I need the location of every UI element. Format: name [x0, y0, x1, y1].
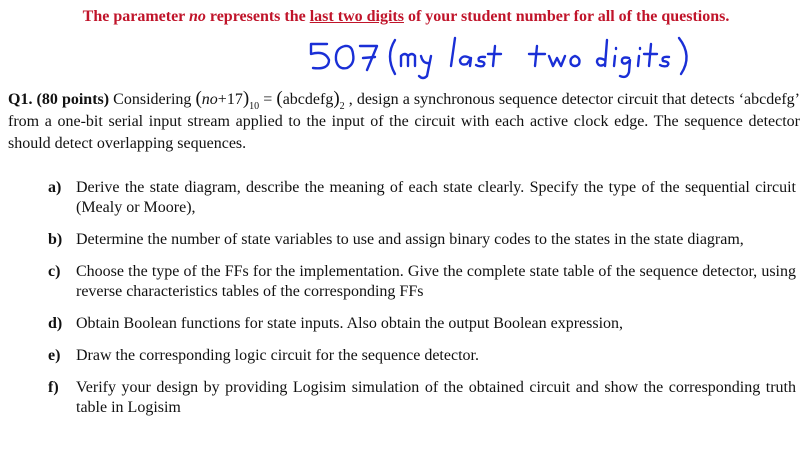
task-item-c: c) Choose the type of the FFs for the implementation. Give the complete state table of the sequence detector, using reverse characteristics tables of the corresponding FFs — [48, 263, 796, 300]
q1-intro: Considering — [109, 91, 196, 108]
header-underlined-phrase: last two digits — [309, 8, 404, 25]
q1-label: Q1. (80 points) — [8, 91, 110, 108]
task-item-a: a) Derive the state diagram, describe the meaning of each state clearly. Specify the type of the sequential circuit (Mealy or Moore), — [48, 179, 796, 216]
instructions-header — [0, 8, 812, 26]
task-item-b: b) Determine the number of state variables to use and assign binary codes to the states in the state diagram, — [48, 231, 744, 248]
header-text-1: The parameter — [82, 8, 189, 25]
question-1 — [8, 88, 800, 155]
q1-body: , design a synchronous sequence detector circuit that detects ‘abcdefg’ from a one-bit serial input stream applied to the input of the circuit with each active clock edge. The sequence detector should detect overlapping sequences. — [8, 91, 800, 152]
task-item-f: f) Verify your design by providing Logisim simulation of the obtained circuit and show the corresponding truth table in Logisim — [48, 379, 796, 416]
task-item-e: e) Draw the corresponding logic circuit for the sequence detector. — [48, 347, 479, 364]
header-text-2: represents the — [205, 8, 310, 25]
q1-formula: $(no+17)_{10}$ = $(abcdefg)_2$ — [195, 88, 345, 112]
task-item-d: d) Obtain Boolean functions for state inputs. Also obtain the output Boolean expression, — [48, 315, 624, 332]
header-no-param: no — [188, 8, 206, 25]
handwritten-note — [305, 32, 745, 82]
header-text-3: of your student number for all of the questions. — [403, 8, 730, 25]
task-list — [48, 178, 796, 430]
